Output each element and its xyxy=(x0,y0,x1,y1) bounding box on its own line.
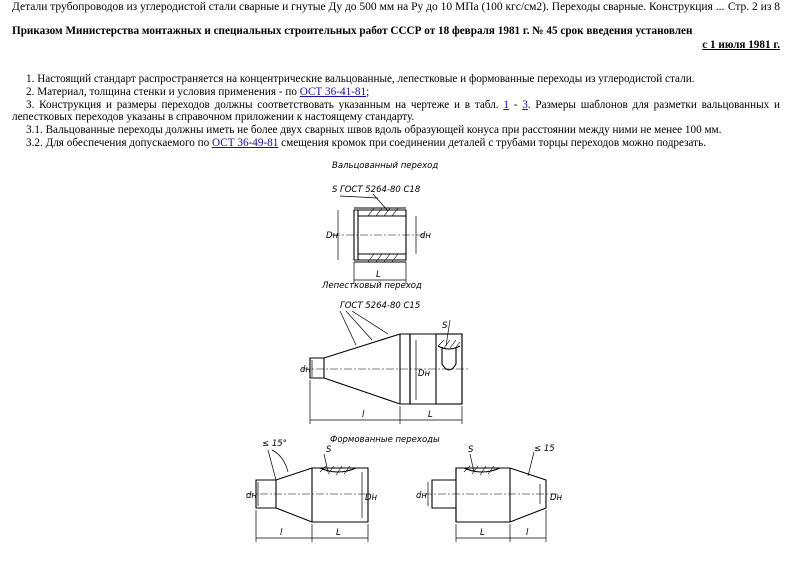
paragraph-3-2 xyxy=(12,137,780,150)
formed-right-l-label: l xyxy=(526,528,529,538)
petal-l-label: l xyxy=(362,410,365,420)
formed-left-s-label: S xyxy=(326,445,332,455)
paragraph-3-1: 3.1. Вальцованные переходы должны иметь не более двух сварных швов вдоль образующей конуса при расстоянии между ними не менее 100 мм. xyxy=(26,124,722,137)
paragraph-3-2-text: 3.2. Для обеспечения допускаемого по xyxy=(26,136,213,149)
table-3-link[interactable]: 3 xyxy=(522,98,528,111)
petal-Dn-label: Dн xyxy=(418,369,431,379)
petal-dn-label: dн xyxy=(300,365,311,375)
page-header xyxy=(12,0,780,14)
technical-drawing xyxy=(228,150,568,565)
formed-right-L-label: L xyxy=(480,528,485,538)
formed-reducers-title: Формованные переходы xyxy=(330,435,440,445)
petal-L-label: L xyxy=(428,410,433,420)
effective-date: с 1 июля 1981 г. xyxy=(702,39,780,51)
formed-reducer-right-shape xyxy=(424,452,558,542)
document-title: Детали трубопроводов из углеродистой стали сварные и гнутые Ду до 500 мм на Ру до 10 МПа (100 кгс/см2). Переходы сварные. Конструкция ... xyxy=(12,1,725,13)
formed-left-dn-label: dн xyxy=(246,491,257,501)
page-counter: Стр. 2 из 8 xyxy=(727,1,780,13)
paragraph-3-dash: - xyxy=(508,98,523,111)
formed-angle-label: ≤ 15° xyxy=(262,439,287,449)
rolled-gost-label: ГОСТ 5264-80 С18 xyxy=(340,185,421,195)
reducers-drawing-svg xyxy=(228,150,568,560)
formed-le15-label: ≤ 15 xyxy=(534,444,555,454)
formed-left-l-label: l xyxy=(280,528,283,538)
paragraph-2-end: ; xyxy=(366,85,370,98)
order-line: Приказом Министерства монтажных и специальных строительных работ СССР от 18 февраля 1981 г. № 45 срок введения установлен xyxy=(12,25,693,37)
rolled-Dn-label: Dн xyxy=(326,231,339,241)
formed-reducer-left-shape xyxy=(246,450,374,542)
rolled-s-label: S xyxy=(332,185,338,195)
order-statement xyxy=(12,24,780,52)
rolled-L-label: L xyxy=(376,270,381,280)
document-body xyxy=(12,73,780,150)
formed-right-Dn-label: Dн xyxy=(550,493,563,503)
formed-left-L-label: L xyxy=(336,528,341,538)
paragraph-3-rest: . Размеры шаблонов для разметки вальцованных и лепестковых переходов указаны в справочном приложении к настоящему стандарту. xyxy=(12,98,780,124)
paragraph-1: 1. Настоящий стандарт распространяется на концентрические вальцованные, лепестковые и формованные переходы из углеродистой стали. xyxy=(26,73,695,85)
ost-36-41-81-link[interactable]: ОСТ 36-41-81 xyxy=(299,85,367,98)
paragraph-3 xyxy=(12,99,780,125)
paragraph-3-2-rest: смещения кромок при соединении деталей с трубами торцы переходов можно подрезать. xyxy=(278,136,706,149)
formed-right-dn-label: dн xyxy=(416,491,427,501)
petal-gost-label: ГОСТ 5264-80 С15 xyxy=(340,301,421,311)
paragraph-3-text: 3. Конструкция и размеры переходов должны соответствовать указанным на чертеже и в табл. xyxy=(26,98,504,111)
table-1-link[interactable]: 1 xyxy=(503,98,509,111)
ost-36-49-81-link[interactable]: ОСТ 36-49-81 xyxy=(212,136,279,149)
paragraph-2-text: 2. Материал, толщина стенки и условия применения - по xyxy=(26,85,300,98)
rolled-dn-label: dн xyxy=(420,231,431,241)
rolled-reducer-title: Вальцованный переход xyxy=(332,161,439,171)
petal-s-label: S xyxy=(442,321,448,331)
formed-right-s-label: S xyxy=(468,445,474,455)
formed-left-Dn-label: Dн xyxy=(365,493,378,503)
petal-reducer-title: Лепестковый переход xyxy=(322,281,422,291)
paragraph-2 xyxy=(12,86,780,99)
